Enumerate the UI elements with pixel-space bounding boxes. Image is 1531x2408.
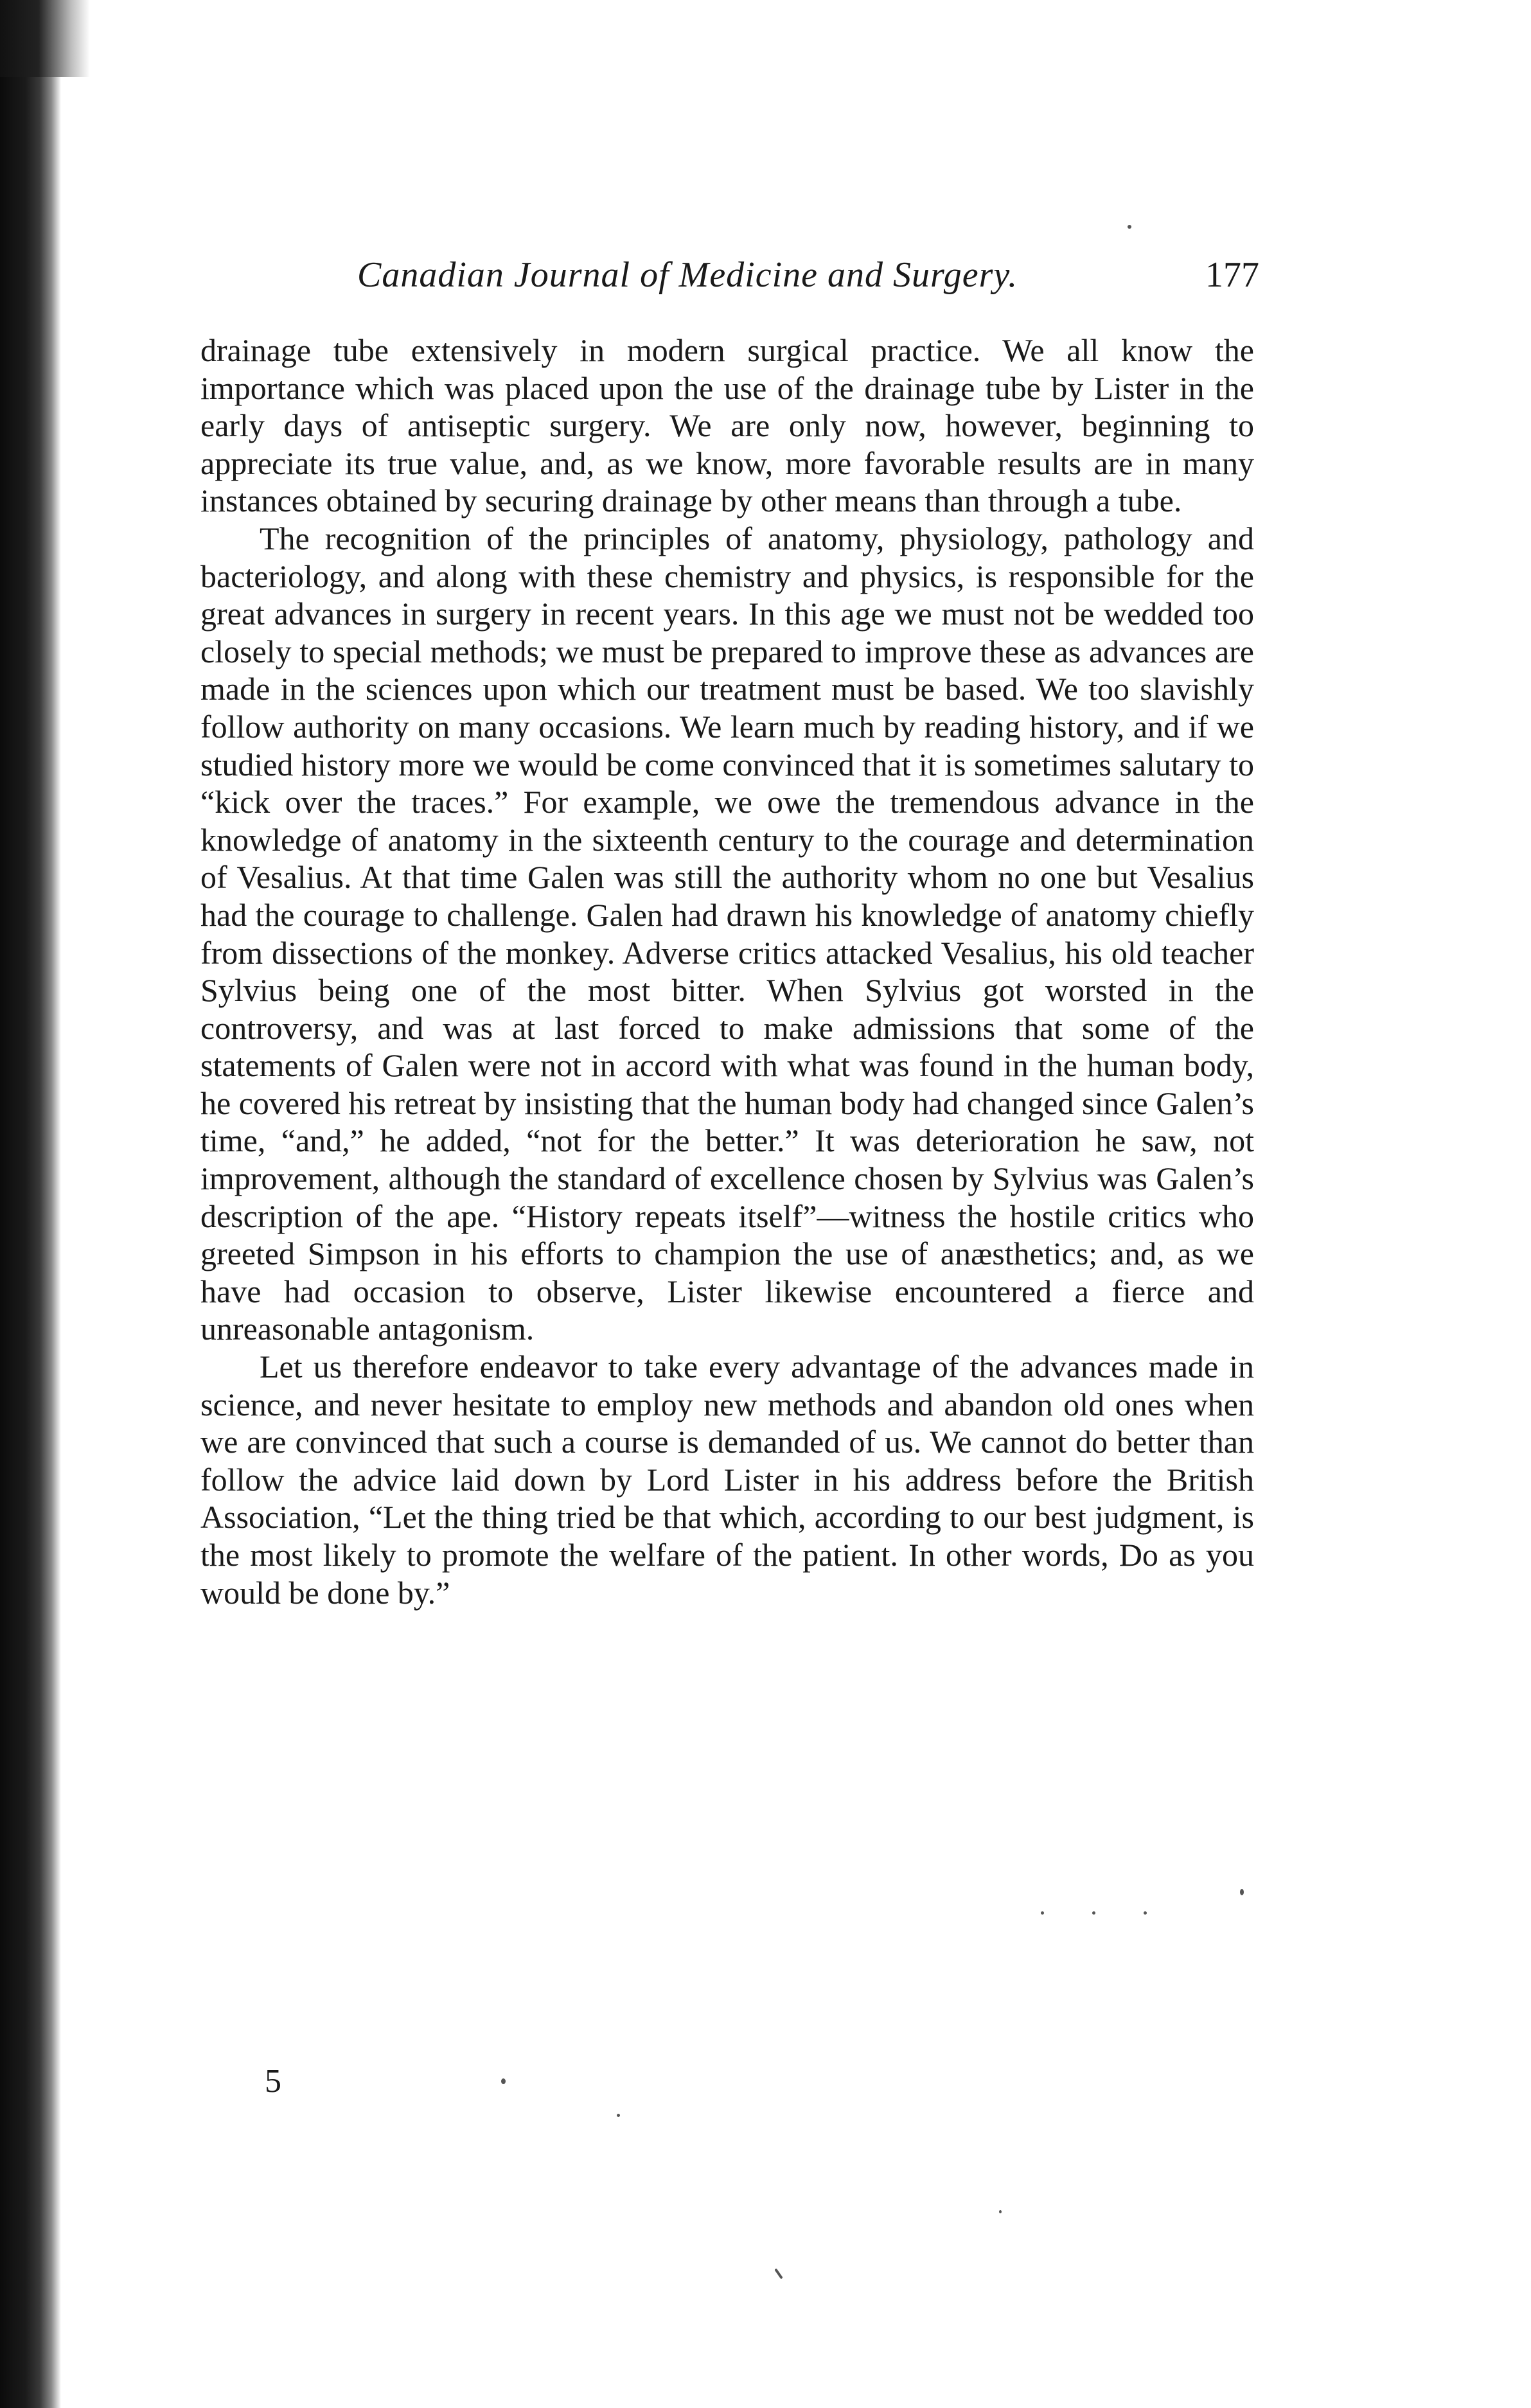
scan-speck <box>1240 1889 1244 1895</box>
paragraph-continued: drainage tube extensively in modern surgical practice. We all know the importance which was placed upon the use of the drainage tube by Lister in the early days of antiseptic surgery. We are only now, however, beginning to appreciate its true value, and, as we know, more favorable results are in many instances obtained by securing drainage by other means than through a tube. <box>200 332 1254 519</box>
scan-speck <box>1092 1911 1095 1915</box>
page-number: 177 <box>1205 255 1259 295</box>
scan-speck <box>617 2114 620 2117</box>
paragraph-recognition-of-principles: The recognition of the principles of anatomy, physiology, pathology and bacteriology, and along with these chemistry and physics, is responsible for the great advances in surgery in recent years. In this age we must not be wedded too closely to special methods; we must be prepared to improve these as advances are made in the sciences upon which our treatment must be based. We too slavishly follow authority on many occasions. We learn much by reading history, and if we studied history more we would be come convinced that it is sometimes salutary to “kick over the traces.” For example, we owe the tremendous advance in the knowledge of anatomy in the sixteenth century to the courage and determination of Vesalius. At that time Galen was still the authority whom no one but Vesalius had the courage to challenge. Galen had drawn his knowledge of anatomy chiefly from dissections of the monkey. Adverse critics attacked Vesalius, his old teacher Sylvius being one of the most bitter. When Sylvius got worsted in the controversy, and was at last forced to make admissions that some of the statements of Galen were not in accord with what was found in the human body, he covered his retreat by insisting that the human body had changed since Galen’s time, “and,” he added, “not for the better.” It was deterioration he saw, not improvement, although the standard of excellence chosen by Sylvius was Galen’s description of the ape. “History repeats itself”—witness the hostile critics who greeted Simpson in his efforts to champion the use of anæsthetics; and, as we have had occasion to observe, Lister likewise encountered a fierce and unreasonable antagonism. <box>200 520 1254 1347</box>
scan-speck <box>501 2078 506 2084</box>
signature-mark: 5 <box>265 2063 281 2100</box>
scan-speck <box>1128 225 1131 229</box>
running-title: Canadian Journal of Medicine and Surgery. <box>357 255 1018 295</box>
scan-speck <box>1041 1911 1044 1915</box>
paragraph-closing-advice: Let us therefore endeavor to take every advantage of the advances made in science, and never hesitate to employ new methods and abandon old ones when we are convinced that such a course is demanded of us. We cannot do better than follow the advice laid down by Lord Lister in his address before the British Association, “Let the thing tried be that which, according to our best judgment, is the most likely to promote the welfare of the patient. In other words, Do as you would be done by.” <box>200 1349 1254 1611</box>
scan-speck <box>1144 1911 1147 1915</box>
scan-speck <box>774 2268 783 2279</box>
scan-speck <box>999 2210 1002 2213</box>
article-body <box>200 332 1254 1611</box>
